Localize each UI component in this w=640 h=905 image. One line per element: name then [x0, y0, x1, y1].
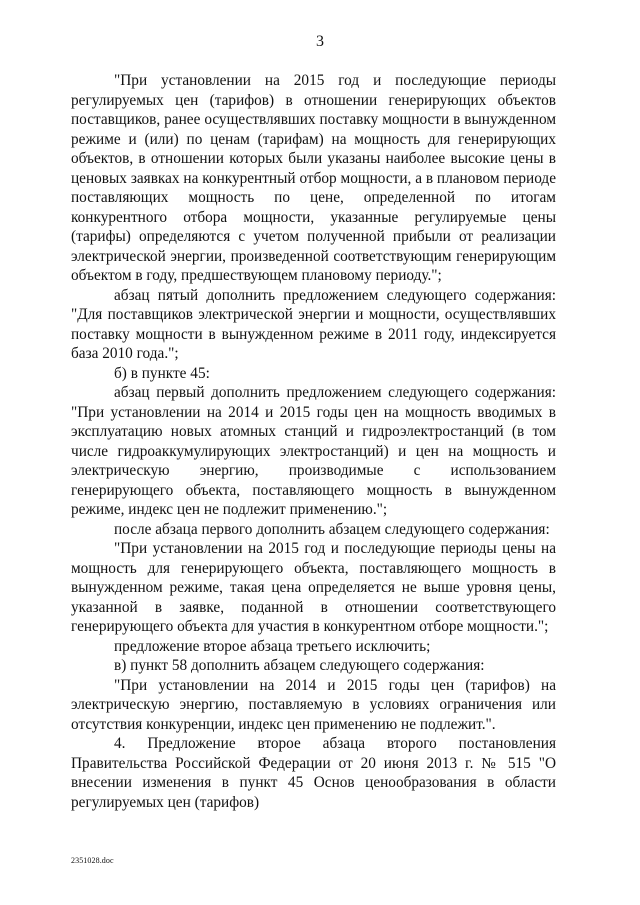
- paragraph-5: после абзаца первого дополнить абзацем следующего содержания:: [114, 520, 550, 538]
- document-body: [71, 71, 556, 812]
- paragraph-8: в) пункт 58 дополнить абзацем следующего содержания:: [114, 657, 485, 674]
- footer-document-code: 2351028.doc: [71, 856, 114, 865]
- paragraph-7: предложение второе абзаца третьего исключить;: [114, 637, 431, 655]
- page-number: 3: [316, 33, 324, 50]
- paragraph-1: "При установлении на 2015 год и последующие периоды регулируемых цен (тарифов) в отношении генерирующих объектов поставщиков, ранее осуществлявших поставку мощности в вынужденном режиме и (или) по ценам (тарифам) на мощность для генерирующих объектов, в отношении которых были указаны наиболее высокие цены в ценовых заявках на конкурентный отбор мощности, а в плановом периоде поставляющих мощность по цене, определенной по итогам конкурентного отбора мощности, указанные регулируемые цены (тарифы) определяются с учетом полученной прибыли от реализации электрической энергии, произведенной соответствующим генерирующим объектом в году, предшествующем плановому периоду.";: [71, 72, 556, 284]
- paragraph-2: абзац пятый дополнить предложением следующего содержания: "Для поставщиков электрической энергии и мощности, осуществлявших поставку мощности в вынужденном режиме в 2011 году, индексируется база 2010 года.";: [71, 286, 556, 362]
- paragraph-9: "При установлении на 2014 и 2015 годы цен (тарифов) на электрическую энергию, поставляемую в условиях ограничения или отсутствия конкуренции, индекс цен применению не подлежит.".: [71, 676, 556, 733]
- paragraph-6: "При установлении на 2015 год и последующие периоды цены на мощность для генерирующего объекта, поставляющего мощность в вынужденном режиме, такая цена определяется не выше уровня цены, указанной в заявке, поданной в отношении соответствующего генерирующего объекта для участия в конкурентном отборе мощности.";: [71, 540, 556, 635]
- paragraph-4: абзац первый дополнить предложением следующего содержания: "При установлении на 2014 и 2015 годы цен на мощность вводимых в эксплуатацию новых атомных станций и гидроэлектростанций (в том числе гидроаккумулирующих электростанций) и цен на мощность и электрическую энергию, производимые с использованием генерирующего объекта, поставляющего мощность в вынужденном режиме, индекс цен не подлежит применению.";: [71, 384, 556, 518]
- paragraph-10: 4. Предложение второе абзаца второго постановления Правительства Российской Федерации от 20 июня 2013 г. № 515 "О внесении изменения в пункт 45 Основ ценообразования в области регулируемых цен (тарифов): [71, 735, 556, 811]
- paragraph-3: б) в пункте 45:: [114, 364, 210, 382]
